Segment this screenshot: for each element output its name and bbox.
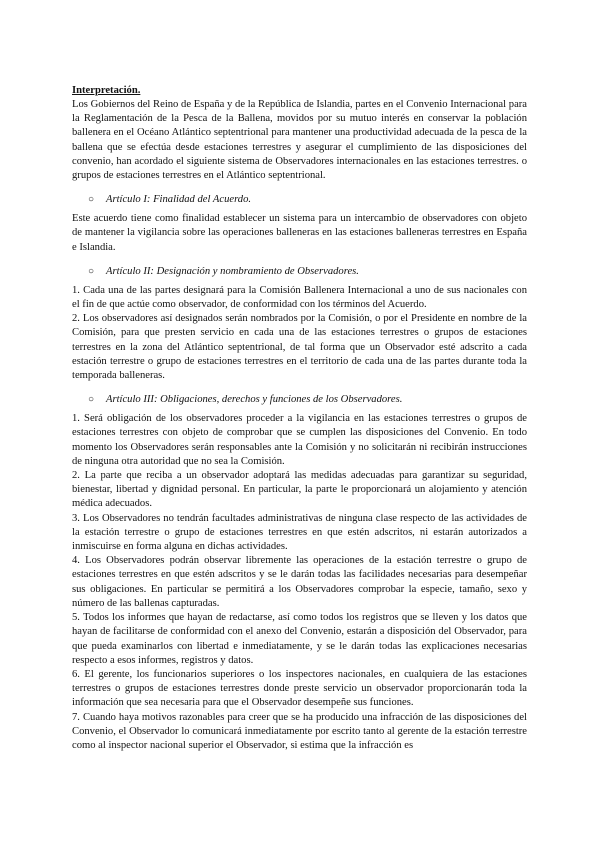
article-2-paragraph: 2. Los observadores así designados serán nombrados por la Comisión, o por el Presidente en nombre de la Comisión, para que presten servicio en cada una de las estaciones terrestres o grupos de estaciones terrestres en la zona del Atlántico septentrional, de tal forma que un Observador esté adscrito a cada estación terrestre o grupo de estaciones terrestres en el territorio de cada una de las partes durante toda la temporada balleneras. [72, 313, 527, 382]
article-3-paragraph: 5. Todos los informes que hayan de redactarse, así como todos los registros que se lleven y los datos que hayan de facilitarse de conformidad con el anexo del Convenio, estarán a disposición del Observador, para que pueda examinarlos con libertad e inmediatamente, y se le darán todas las explicaciones necesarias respecto a esos informes, registros y datos. [72, 612, 527, 666]
article-2-paragraph: 1. Cada una de las partes designará para la Comisión Ballenera Internacional a uno de sus nacionales con el fin de que actúe como observador, de conformidad con los términos del Acuerdo. [72, 284, 527, 311]
article-3-paragraph: 4. Los Observadores podrán observar libremente las operaciones de la estación terrestre o grupo de estaciones terrestres en que estén adscritos y se le darán todas las facilidades necesarias para desempeñar sus obligaciones. En particular se permitirá a los Observadores comprobar la especie, tamaño, sexo y número de las ballenas capturadas. [72, 555, 527, 609]
section-heading: Interpretación. [72, 85, 141, 96]
article-1-title: ○ Artículo I: Finalidad del Acuerdo. [88, 194, 252, 206]
bullet-circle-icon: ○ [88, 394, 95, 406]
intro-paragraph: Los Gobiernos del Reino de España y de la República de Islandia, partes en el Convenio Internacional para la Reglamentación de la Pesca de la Ballena, movidos por su mutuo interés en conservar la población ballenera en el Océano Atlántico septentrional para mantener una productividad adecuada de la pesca de la ballena que se efectúa desde estaciones terrestres y asegurar el cumplimiento de las disposiciones del convenio, han acordado el siguiente sistema de Observadores internacionales en las estaciones terrestres. o grupos de estaciones terrestres en el Atlántico septentrional. [72, 99, 527, 182]
bullet-circle-icon: ○ [88, 265, 95, 277]
article-3-paragraph: 3. Los Observadores no tendrán facultades administrativas de ninguna clase respecto de las actividades de la estación terrestre o grupo de estaciones terrestres en que estén adscritos, ni estarán autorizados a inmiscuirse en forma alguna en dichas actividades. [72, 512, 527, 553]
article-3-title: ○ Artículo III: Obligaciones, derechos y funciones de los Observadores. [88, 394, 403, 406]
article-3-paragraph: 2. La parte que reciba a un observador adoptará las medidas adecuadas para garantizar su seguridad, bienestar, libertad y dignidad personal. En particular, la parte le proporcionará un alojamiento y atención médica adecuados. [72, 470, 527, 510]
document-body [72, 84, 527, 753]
article-1-paragraph: Este acuerdo tiene como finalidad establecer un sistema para un intercambio de observadores con objeto de mantener la vigilancia sobre las operaciones balleneras en las estaciones balleneras terrestres en España e Islandia. [72, 213, 527, 253]
article-3-paragraph: 6. El gerente, los funcionarios superiores o los inspectores nacionales, en cualquiera de las estaciones terrestres o grupos de estaciones terrestres donde preste servicio un observador proporcionarán toda la información que sea necesaria para que el Observador desempeñe sus funciones. [72, 668, 527, 709]
article-3-paragraph: 7. Cuando haya motivos razonables para creer que se ha producido una infracción de las disposiciones del Convenio, el Observador lo comunicará inmediatamente por escrito tanto al gerente de la estación terrestre como al inspector nacional superior el Observador, si estima que la infracción es [72, 711, 527, 751]
bullet-circle-icon: ○ [88, 194, 95, 206]
article-2-title: ○ Artículo II: Designación y nombramiento de Observadores. [88, 265, 359, 277]
article-3-paragraph: 1. Será obligación de los observadores proceder a la vigilancia en las estaciones terrestres o grupos de estaciones terrestres con objeto de comprobar que se cumplen las disposiciones del Convenio. En todo momento los Observadores serán responsables ante la Comisión y no solicitarán ni recibirán instrucciones de ninguna otra autoridad que no sea la Comisión. [72, 413, 527, 467]
